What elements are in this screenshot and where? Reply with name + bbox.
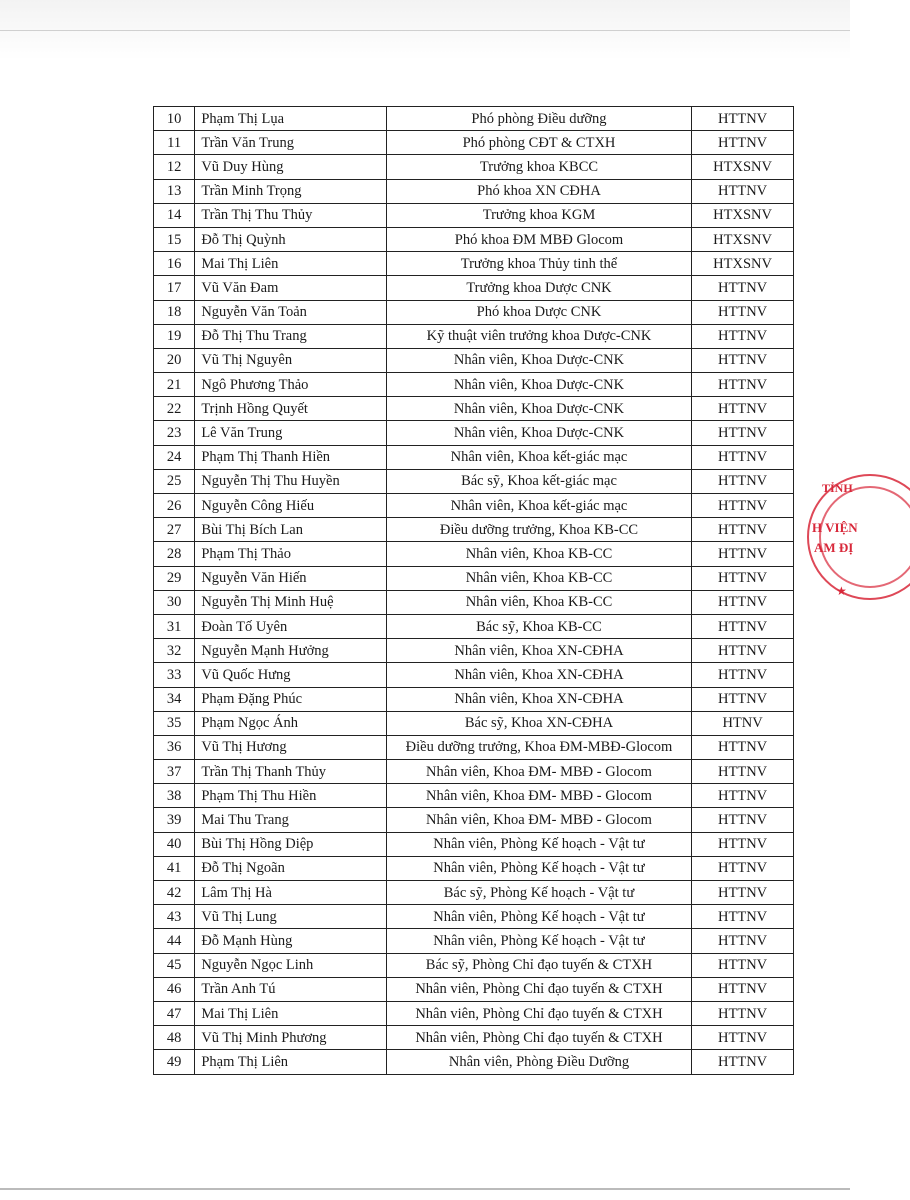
employee-position: Phó khoa ĐM MBĐ Glocom — [386, 227, 691, 251]
row-number: 36 — [154, 735, 195, 759]
row-number: 19 — [154, 324, 195, 348]
seal-text-line2: AM ĐỊ — [814, 540, 854, 555]
evaluation-grade: HTTNV — [692, 373, 794, 397]
employee-name: Mai Thị Liên — [195, 1001, 386, 1025]
employee-name: Mai Thị Liên — [195, 252, 386, 276]
table-row — [154, 1001, 794, 1025]
table-row — [154, 397, 794, 421]
table-row — [154, 107, 794, 131]
table-body — [154, 107, 794, 1075]
evaluation-grade: HTTNV — [692, 566, 794, 590]
employee-name: Vũ Quốc Hưng — [195, 663, 386, 687]
row-number: 10 — [154, 107, 195, 131]
employee-name: Vũ Thị Minh Phương — [195, 1026, 386, 1050]
employee-name: Trần Văn Trung — [195, 131, 386, 155]
evaluation-grade: HTXSNV — [692, 227, 794, 251]
evaluation-grade: HTTNV — [692, 494, 794, 518]
row-number: 25 — [154, 469, 195, 493]
row-number: 39 — [154, 808, 195, 832]
table-row — [154, 977, 794, 1001]
row-number: 12 — [154, 155, 195, 179]
employee-position: Phó phòng Điều dưỡng — [386, 107, 691, 131]
employee-position: Trưởng khoa Dược CNK — [386, 276, 691, 300]
evaluation-grade: HTTNV — [692, 905, 794, 929]
evaluation-grade: HTTNV — [692, 348, 794, 372]
employee-position: Nhân viên, Phòng Chỉ đạo tuyến & CTXH — [386, 1001, 691, 1025]
row-number: 40 — [154, 832, 195, 856]
employee-name: Mai Thu Trang — [195, 808, 386, 832]
employee-name: Phạm Ngọc Ánh — [195, 711, 386, 735]
evaluation-grade: HTTNV — [692, 614, 794, 638]
table-row — [154, 348, 794, 372]
row-number: 29 — [154, 566, 195, 590]
row-number: 15 — [154, 227, 195, 251]
row-number: 48 — [154, 1026, 195, 1050]
employee-position: Nhân viên, Khoa Dược-CNK — [386, 373, 691, 397]
evaluation-grade: HTTNV — [692, 542, 794, 566]
employee-name: Ngô Phương Thảo — [195, 373, 386, 397]
employee-position: Trưởng khoa KBCC — [386, 155, 691, 179]
employee-position: Nhân viên, Phòng Chỉ đạo tuyến & CTXH — [386, 1026, 691, 1050]
employee-name: Vũ Thị Lung — [195, 905, 386, 929]
employee-name: Vũ Thị Hương — [195, 735, 386, 759]
employee-position: Bác sỹ, Phòng Chỉ đạo tuyến & CTXH — [386, 953, 691, 977]
employee-name: Nguyễn Thị Thu Huyền — [195, 469, 386, 493]
row-number: 46 — [154, 977, 195, 1001]
employee-name: Lâm Thị Hà — [195, 881, 386, 905]
employee-name: Bùi Thị Bích Lan — [195, 518, 386, 542]
table-row — [154, 300, 794, 324]
row-number: 33 — [154, 663, 195, 687]
employee-position: Nhân viên, Khoa kết-giác mạc — [386, 445, 691, 469]
table-row — [154, 421, 794, 445]
employee-position: Nhân viên, Khoa kết-giác mạc — [386, 494, 691, 518]
evaluation-grade: HTTNV — [692, 445, 794, 469]
row-number: 43 — [154, 905, 195, 929]
row-number: 27 — [154, 518, 195, 542]
employee-position: Nhân viên, Phòng Điều Dưỡng — [386, 1050, 691, 1074]
personnel-evaluation-table — [153, 106, 794, 1075]
employee-position: Nhân viên, Khoa Dược-CNK — [386, 421, 691, 445]
employee-position: Nhân viên, Khoa XN-CĐHA — [386, 687, 691, 711]
row-number: 22 — [154, 397, 195, 421]
row-number: 23 — [154, 421, 195, 445]
employee-name: Lê Văn Trung — [195, 421, 386, 445]
row-number: 31 — [154, 614, 195, 638]
employee-position: Nhân viên, Phòng Kế hoạch - Vật tư — [386, 856, 691, 880]
row-number: 26 — [154, 494, 195, 518]
evaluation-grade: HTTNV — [692, 977, 794, 1001]
table-row — [154, 542, 794, 566]
table-row — [154, 203, 794, 227]
employee-name: Vũ Duy Hùng — [195, 155, 386, 179]
table-row — [154, 639, 794, 663]
table-row — [154, 227, 794, 251]
employee-position: Điều dưỡng trưởng, Khoa KB-CC — [386, 518, 691, 542]
employee-name: Nguyễn Văn Toản — [195, 300, 386, 324]
table-row — [154, 929, 794, 953]
employee-position: Nhân viên, Khoa XN-CĐHA — [386, 663, 691, 687]
evaluation-grade: HTTNV — [692, 953, 794, 977]
table-row — [154, 735, 794, 759]
employee-position: Nhân viên, Phòng Kế hoạch - Vật tư — [386, 929, 691, 953]
employee-position: Nhân viên, Khoa KB-CC — [386, 566, 691, 590]
row-number: 21 — [154, 373, 195, 397]
evaluation-grade: HTXSNV — [692, 252, 794, 276]
row-number: 38 — [154, 784, 195, 808]
employee-position: Phó khoa Dược CNK — [386, 300, 691, 324]
row-number: 44 — [154, 929, 195, 953]
table-row — [154, 808, 794, 832]
employee-position: Nhân viên, Phòng Kế hoạch - Vật tư — [386, 832, 691, 856]
row-number: 14 — [154, 203, 195, 227]
employee-position: Nhân viên, Khoa ĐM- MBĐ - Glocom — [386, 808, 691, 832]
row-number: 28 — [154, 542, 195, 566]
seal-text-top: TỈNH — [822, 481, 853, 495]
row-number: 32 — [154, 639, 195, 663]
table-row — [154, 1026, 794, 1050]
employee-position: Bác sỹ, Khoa KB-CC — [386, 614, 691, 638]
table-row — [154, 518, 794, 542]
employee-name: Trần Minh Trọng — [195, 179, 386, 203]
employee-position: Nhân viên, Khoa Dược-CNK — [386, 397, 691, 421]
evaluation-grade: HTTNV — [692, 131, 794, 155]
employee-name: Phạm Thị Liên — [195, 1050, 386, 1074]
employee-name: Đỗ Mạnh Hùng — [195, 929, 386, 953]
scan-artifact-line-bottom — [0, 1188, 850, 1190]
table-row — [154, 856, 794, 880]
table-row — [154, 760, 794, 784]
evaluation-grade: HTTNV — [692, 760, 794, 784]
table-row — [154, 155, 794, 179]
employee-name: Nguyễn Công Hiếu — [195, 494, 386, 518]
employee-name: Phạm Thị Thanh Hiền — [195, 445, 386, 469]
employee-name: Đỗ Thị Ngoãn — [195, 856, 386, 880]
employee-name: Nguyễn Ngọc Linh — [195, 953, 386, 977]
evaluation-grade: HTTNV — [692, 1001, 794, 1025]
table-row — [154, 1050, 794, 1074]
official-seal-stamp — [800, 462, 910, 612]
evaluation-grade: HTTNV — [692, 832, 794, 856]
evaluation-grade: HTTNV — [692, 687, 794, 711]
employee-position: Nhân viên, Khoa KB-CC — [386, 590, 691, 614]
evaluation-grade: HTTNV — [692, 784, 794, 808]
seal-text-line1: H VIỆN — [812, 520, 858, 535]
row-number: 34 — [154, 687, 195, 711]
evaluation-grade: HTTNV — [692, 639, 794, 663]
evaluation-grade: HTTNV — [692, 1050, 794, 1074]
row-number: 24 — [154, 445, 195, 469]
employee-name: Trần Thị Thanh Thủy — [195, 760, 386, 784]
employee-position: Phó phòng CĐT & CTXH — [386, 131, 691, 155]
employee-position: Bác sỹ, Phòng Kế hoạch - Vật tư — [386, 881, 691, 905]
row-number: 16 — [154, 252, 195, 276]
evaluation-grade: HTTNV — [692, 518, 794, 542]
evaluation-grade: HTTNV — [692, 469, 794, 493]
employee-name: Trần Anh Tú — [195, 977, 386, 1001]
employee-position: Bác sỹ, Khoa kết-giác mạc — [386, 469, 691, 493]
row-number: 41 — [154, 856, 195, 880]
table-row — [154, 832, 794, 856]
row-number: 20 — [154, 348, 195, 372]
table-row — [154, 953, 794, 977]
employee-name: Vũ Văn Đam — [195, 276, 386, 300]
table-row — [154, 179, 794, 203]
row-number: 17 — [154, 276, 195, 300]
employee-position: Trưởng khoa KGM — [386, 203, 691, 227]
scan-artifact-line — [0, 30, 850, 31]
evaluation-grade: HTTNV — [692, 300, 794, 324]
employee-name: Trần Thị Thu Thủy — [195, 203, 386, 227]
evaluation-grade: HTXSNV — [692, 203, 794, 227]
employee-name: Phạm Thị Lụa — [195, 107, 386, 131]
row-number: 35 — [154, 711, 195, 735]
employee-name: Vũ Thị Nguyên — [195, 348, 386, 372]
table-row — [154, 252, 794, 276]
row-number: 37 — [154, 760, 195, 784]
evaluation-grade: HTTNV — [692, 1026, 794, 1050]
evaluation-grade: HTXSNV — [692, 155, 794, 179]
employee-position: Nhân viên, Khoa ĐM- MBĐ - Glocom — [386, 760, 691, 784]
employee-position: Điều dưỡng trưởng, Khoa ĐM-MBĐ-Glocom — [386, 735, 691, 759]
employee-name: Nguyễn Văn Hiến — [195, 566, 386, 590]
evaluation-grade: HTTNV — [692, 929, 794, 953]
employee-name: Nguyễn Mạnh Hưởng — [195, 639, 386, 663]
employee-position: Kỹ thuật viên trưởng khoa Dược-CNK — [386, 324, 691, 348]
employee-position: Trưởng khoa Thủy tinh thể — [386, 252, 691, 276]
employee-position: Bác sỹ, Khoa XN-CĐHA — [386, 711, 691, 735]
table-row — [154, 663, 794, 687]
employee-name: Đỗ Thị Quỳnh — [195, 227, 386, 251]
evaluation-grade: HTTNV — [692, 107, 794, 131]
employee-name: Phạm Đặng Phúc — [195, 687, 386, 711]
row-number: 18 — [154, 300, 195, 324]
employee-position: Nhân viên, Khoa XN-CĐHA — [386, 639, 691, 663]
table-row — [154, 276, 794, 300]
employee-name: Bùi Thị Hồng Diệp — [195, 832, 386, 856]
row-number: 30 — [154, 590, 195, 614]
employee-position: Nhân viên, Khoa ĐM- MBĐ - Glocom — [386, 784, 691, 808]
table-row — [154, 905, 794, 929]
table-row — [154, 131, 794, 155]
evaluation-grade: HTTNV — [692, 324, 794, 348]
evaluation-grade: HTTNV — [692, 276, 794, 300]
table-row — [154, 445, 794, 469]
evaluation-grade: HTTNV — [692, 856, 794, 880]
employee-name: Phạm Thị Thu Hiền — [195, 784, 386, 808]
evaluation-grade: HTTNV — [692, 808, 794, 832]
table-row — [154, 590, 794, 614]
evaluation-grade: HTTNV — [692, 881, 794, 905]
table-row — [154, 566, 794, 590]
table-row — [154, 687, 794, 711]
row-number: 49 — [154, 1050, 195, 1074]
row-number: 13 — [154, 179, 195, 203]
employee-name: Trịnh Hồng Quyết — [195, 397, 386, 421]
employee-name: Phạm Thị Thảo — [195, 542, 386, 566]
employee-name: Nguyễn Thị Minh Huệ — [195, 590, 386, 614]
table-row — [154, 881, 794, 905]
table-row — [154, 711, 794, 735]
employee-position: Nhân viên, Phòng Kế hoạch - Vật tư — [386, 905, 691, 929]
employee-name: Đỗ Thị Thu Trang — [195, 324, 386, 348]
row-number: 42 — [154, 881, 195, 905]
seal-star-icon: ★ — [836, 584, 847, 598]
table-row — [154, 614, 794, 638]
evaluation-grade: HTTNV — [692, 735, 794, 759]
evaluation-grade: HTTNV — [692, 179, 794, 203]
table-row — [154, 324, 794, 348]
table-row — [154, 373, 794, 397]
employee-position: Phó khoa XN CĐHA — [386, 179, 691, 203]
table-row — [154, 784, 794, 808]
employee-name: Đoàn Tố Uyên — [195, 614, 386, 638]
employee-position: Nhân viên, Khoa Dược-CNK — [386, 348, 691, 372]
evaluation-grade: HTTNV — [692, 590, 794, 614]
evaluation-grade: HTTNV — [692, 397, 794, 421]
row-number: 47 — [154, 1001, 195, 1025]
evaluation-grade: HTTNV — [692, 421, 794, 445]
row-number: 45 — [154, 953, 195, 977]
table-row — [154, 494, 794, 518]
employee-position: Nhân viên, Khoa KB-CC — [386, 542, 691, 566]
employee-position: Nhân viên, Phòng Chỉ đạo tuyến & CTXH — [386, 977, 691, 1001]
table-row — [154, 469, 794, 493]
evaluation-grade: HTTNV — [692, 663, 794, 687]
evaluation-grade: HTNV — [692, 711, 794, 735]
row-number: 11 — [154, 131, 195, 155]
